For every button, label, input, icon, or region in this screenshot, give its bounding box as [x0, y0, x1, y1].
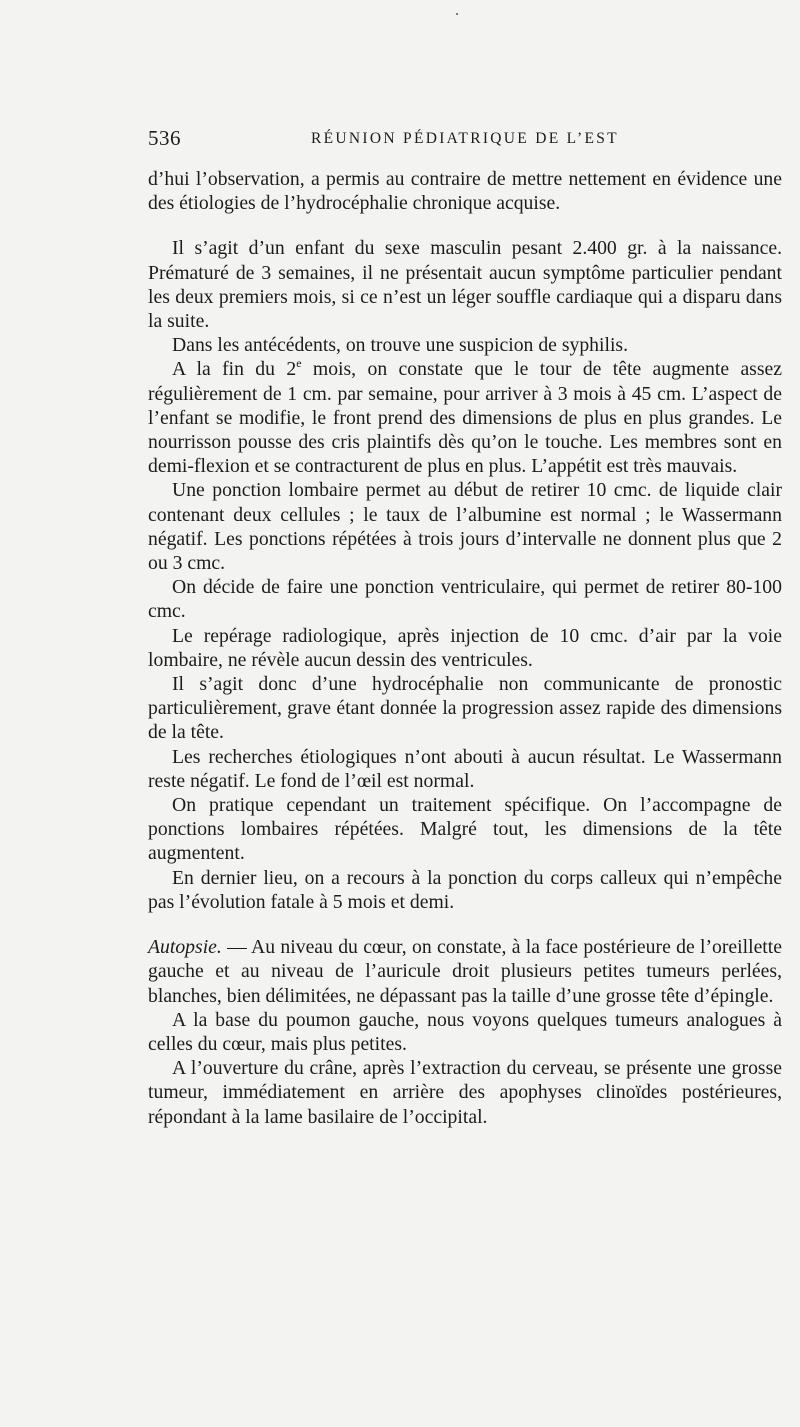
autopsy-label: Autopsie.	[148, 936, 222, 959]
paragraph-prognosis: Il s’agit donc d’une hydrocéphalie non communicante de pronostic particulièrement, grave étant donnée la progression assez rapide des dimensions de la tête.	[148, 673, 782, 744]
paragraph-treatment: On pratique cependant un traitement spécifique. On l’accompagne de ponctions lombaires répétées. Malgré tout, les dimensions de la tête augmentent.	[148, 794, 782, 865]
running-title: RÉUNION PÉDIATRIQUE DE L’EST	[311, 130, 619, 147]
ordinal-superscript: e	[296, 356, 302, 371]
page-number: 536	[148, 126, 181, 150]
paragraph-case-intro: Il s’agit d’un enfant du sexe masculin pesant 2.400 gr. à la naissance. Prématuré de 3 semaines, il ne présentait aucun symptôme particulier pendant les deux premiers mois, si ce n’est un léger souffle cardiaque qui a disparu dans la suite.	[148, 237, 782, 333]
paragraph-skull: A l’ouverture du crâne, après l’extraction du cerveau, se présente une grosse tumeur, immédiatement en arrière des apophyses clinoïdes postérieures, répondant à la lame basilaire de l’occipital.	[148, 1057, 782, 1128]
paragraph-antecedents: Dans les antécédents, on trouve une suspicion de syphilis.	[172, 334, 629, 357]
second-month-rest: mois, on constate que le tour de tête augmente assez régulièrement de 1 cm. par semaine, pour arriver à 3 mois à 45 cm. L’aspect de l’enfant se modifie, le front prend des dimensions de plus en plus grandes. Le nourrisson pousse des cris plaintifs dès qu’on le touche. Les membres sont en demi-flexion et se contracturent de plus en plus. L’appétit est très mauvais.	[148, 358, 782, 478]
second-month-lead: A la fin du 2	[172, 358, 297, 381]
paragraph-lumbar-puncture: Une ponction lombaire permet au début de retirer 10 cmc. de liquide clair contenant deux cellules ; le taux de l’albumine est normal ; le Wassermann négatif. Les ponctions répétées à trois jours d’intervalle ne donnent plus que 2 ou 3 cmc.	[148, 479, 782, 575]
page-header	[148, 126, 782, 156]
paragraph-radiology: Le repérage radiologique, après injection de 10 cmc. d’air par la voie lombaire, ne révèle aucun dessin des ventricules.	[148, 624, 782, 671]
paragraph-second-month	[148, 357, 782, 478]
paragraph-ventricular-puncture: On décide de faire une ponction ventriculaire, qui permet de retirer 80-100 cmc.	[148, 576, 782, 623]
paragraph-corpus-callosum: En dernier lieu, on a recours à la ponction du corps calleux qui n’empêche pas l’évolution fatale à 5 mois et demi.	[148, 866, 782, 913]
body-text	[148, 167, 782, 1129]
autopsy-rest: — Au niveau du cœur, on constate, à la face postérieure de l’oreillette gauche et au niveau de l’auricule droit plusieurs petites tumeurs perlées, blanches, bien délimitées, ne dépassant pas la taille d’une grosse tête d’épingle.	[148, 936, 782, 1007]
paragraph-lung: A la base du poumon gauche, nous voyons quelques tumeurs analogues à celles du cœur, mais plus petites.	[148, 1008, 782, 1055]
paragraph-continuation: d’hui l’observation, a permis au contraire de mettre nettement en évidence une des étiologies de l’hydrocéphalie chronique acquise.	[148, 168, 782, 215]
print-speck	[456, 13, 458, 15]
paragraph-etiology: Les recherches étiologiques n’ont abouti à aucun résultat. Le Wassermann reste négatif. Le fond de l’œil est normal.	[148, 745, 782, 792]
paragraph-autopsy	[148, 935, 782, 1008]
